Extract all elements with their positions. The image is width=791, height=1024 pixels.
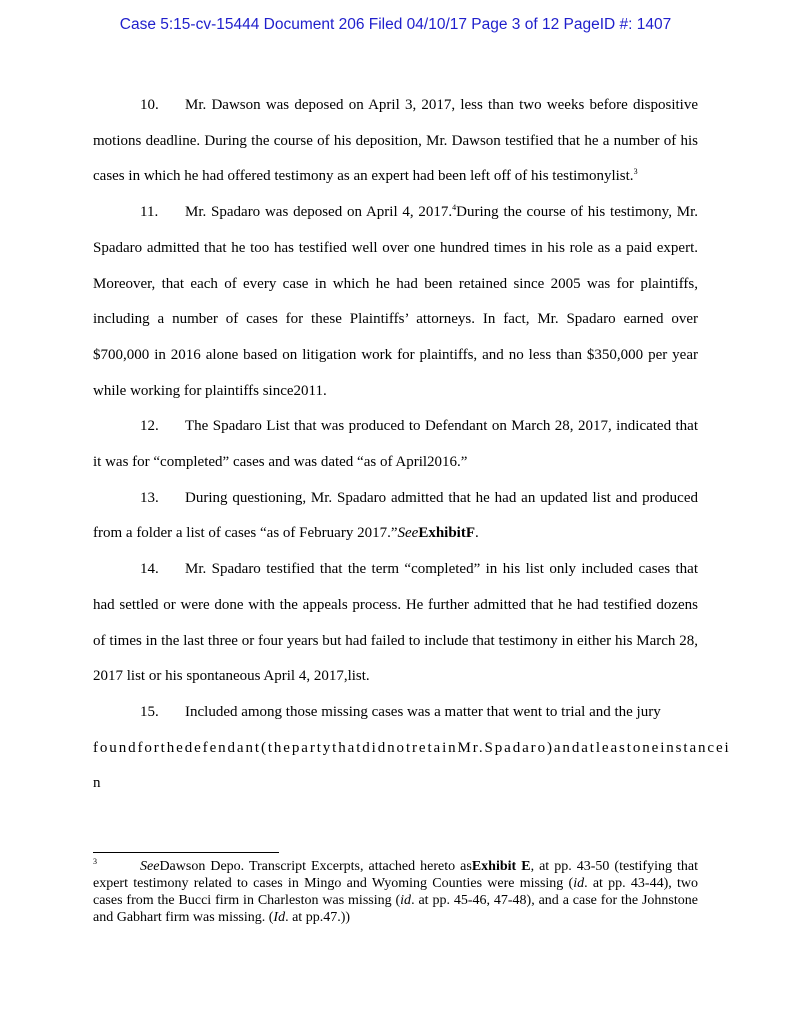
paragraph-number: 12. [140, 418, 159, 435]
paragraph-text: Included among those missing cases was a matter that went to trial and the jury [185, 703, 661, 720]
footnote-divider [93, 852, 279, 853]
footnote-3 [93, 858, 698, 926]
paragraph-number: 10. [140, 97, 159, 113]
paragraph-15 [93, 695, 698, 731]
footnote-text: Dawson Depo. Transcript Excerpts, attached hereto as [159, 859, 472, 874]
see-signal: See [397, 525, 419, 542]
paragraph-text: . [475, 525, 479, 542]
paragraph-text: Mr. Dawson was deposed on April 3, 2017, less than two weeks before dispositive motions deadline. During the course of his deposition, Mr. Dawson testified that he a number of his cases in which he had offered testimony as an expert had been left off of his testimonylist. [93, 97, 698, 185]
paragraph-12 [93, 409, 698, 480]
exhibit-reference: ExhibitF [418, 525, 475, 542]
document-body [93, 88, 731, 802]
paragraph-number: 15. [140, 703, 159, 720]
paragraph-text: The Spadaro List that was produced to Defendant on March 28, 2017, indicated that it was for “completed” cases and was dated “as of April2016.” [93, 418, 698, 471]
case-header: Case 5:15-cv-15444 Document 206 Filed 04/10/17 Page 3 of 12 PageID #: 1407 [119, 16, 672, 33]
footnote-mark: 3 [93, 857, 97, 866]
id-signal: id [400, 893, 412, 908]
paragraph-11 [93, 195, 698, 409]
paragraph-14 [93, 552, 698, 695]
paragraph-15-last-line: n [93, 775, 101, 792]
footnote-text: . at pp.47.)) [285, 910, 351, 925]
paragraph-text: During questioning, Mr. Spadaro admitted that he had an updated list and produced from a folder a list of cases “as of February 2017.” [93, 489, 698, 542]
footnote-text: . at pp. 43-44), two cases from the Bucci firm in Charleston was missing ( [93, 876, 698, 908]
footnote-text: . at pp. 45-46, 47-48), and a case for the Johnstone and Gabhart firm was missing. ( [93, 893, 698, 925]
see-signal: See [140, 859, 160, 874]
paragraph-text: Mr. Spadaro testified that the term “completed” in his list only included cases that had settled or were done with the appeals process. He further admitted that he had testified dozens of times in the last three or four years but had failed to include that testimony in either his March 28, 2017 list or his spontaneous April 4, 2017,list. [93, 561, 698, 685]
paragraph-number: 13. [140, 489, 159, 506]
paragraph-number: 11. [140, 204, 159, 221]
paragraph-13 [93, 481, 698, 552]
id-signal: Id [273, 910, 286, 925]
footnote-text: , at pp. 43-50 (testifying that expert testimony related to cases in Mingo and Wyoming Counties were missing ( [93, 859, 698, 891]
paragraph-text: During the course of his testimony, Mr. Spadaro admitted that he too has testified well over one hundred times in his role as a paid expert. Moreover, that each of every case in which he had been retained since 2005 was for plaintiffs, including a number of cases for these Plaintiffs’ attorneys. In fact, Mr. Spadaro earned over $700,000 in 2016 alone based on litigation work for plaintiffs, and no less than $350,000 per year while working for plaintiffs since2011. [93, 204, 698, 399]
exhibit-reference: Exhibit E [471, 859, 531, 874]
paragraph-15-spread-line: foundforthedefendant(thepartythatdidnotretainMr.Spadaro)andatleastoneinstancei [93, 739, 731, 756]
id-signal: id [573, 876, 585, 891]
paragraph-10 [93, 88, 698, 195]
footnote-ref: 4 [452, 203, 457, 213]
paragraph-number: 14. [140, 561, 159, 578]
footnote-ref: 3 [633, 167, 638, 177]
paragraph-text: Mr. Spadaro was deposed on April 4, 2017. [185, 204, 453, 221]
